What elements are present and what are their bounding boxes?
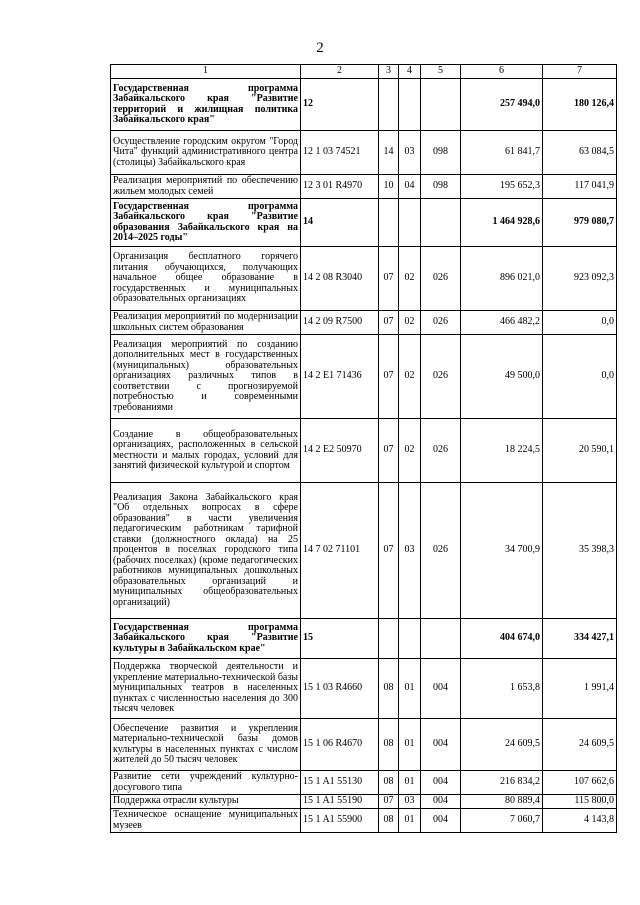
row-subsection-cell: 02 (399, 335, 421, 419)
column-header-7: 7 (543, 65, 617, 79)
table-row (111, 483, 617, 619)
row-expense-type-cell: 098 (421, 175, 461, 199)
row-code-cell: 15 1 A1 55900 (301, 809, 379, 833)
row-amount-col7-cell: 20 590,1 (543, 419, 617, 483)
row-code-cell: 15 1 A1 55190 (301, 795, 379, 809)
row-name-cell: Реализация Закона Забайкальского края "Об отдельных вопросах в сфере образования" в части увеличения педагогическим работникам тарифной ставки (должностного оклада) на 25 процентов в поселках городского типа (рабочих поселках) (кроме педагогических работников муниципальных дошкольных образовательных организаций и муниципальных общеобразовательных организаций) (111, 483, 301, 619)
row-amount-col7-cell: 0,0 (543, 335, 617, 419)
row-section-cell: 08 (379, 809, 399, 833)
table-row (111, 795, 617, 809)
row-amount-col6-cell: 466 482,2 (461, 311, 543, 335)
row-section-cell: 08 (379, 771, 399, 795)
row-amount-col6-cell: 1 464 928,6 (461, 199, 543, 247)
row-amount-col7-cell: 24 609,5 (543, 719, 617, 771)
row-subsection-cell: 01 (399, 809, 421, 833)
row-amount-col7-cell: 115 800,0 (543, 795, 617, 809)
row-code-cell: 14 7 02 71101 (301, 483, 379, 619)
row-amount-col6-cell: 34 700,9 (461, 483, 543, 619)
row-section-cell (379, 619, 399, 659)
column-header-6: 6 (461, 65, 543, 79)
row-amount-col7-cell: 4 143,8 (543, 809, 617, 833)
row-amount-col6-cell: 404 674,0 (461, 619, 543, 659)
page-number: 2 (316, 40, 324, 56)
row-name-cell: Государственная программа Забайкальского края "Развитие территорий и жилищная политика Забайкальского края" (111, 79, 301, 131)
row-expense-type-cell: 004 (421, 659, 461, 719)
row-subsection-cell: 02 (399, 311, 421, 335)
row-expense-type-cell (421, 619, 461, 659)
row-amount-col6-cell: 61 841,7 (461, 131, 543, 175)
table-row (111, 131, 617, 175)
row-expense-type-cell: 026 (421, 483, 461, 619)
column-header-2: 2 (301, 65, 379, 79)
row-code-cell: 12 (301, 79, 379, 131)
row-amount-col6-cell: 896 021,0 (461, 247, 543, 311)
row-section-cell: 08 (379, 659, 399, 719)
row-amount-col7-cell: 1 991,4 (543, 659, 617, 719)
row-expense-type-cell: 026 (421, 311, 461, 335)
row-amount-col6-cell: 1 653,8 (461, 659, 543, 719)
row-expense-type-cell: 004 (421, 771, 461, 795)
row-amount-col6-cell: 257 494,0 (461, 79, 543, 131)
row-name-cell: Государственная программа Забайкальского края "Развитие образования Забайкальского края на 2014–2025 годы" (111, 199, 301, 247)
row-subsection-cell: 01 (399, 659, 421, 719)
table-row (111, 809, 617, 833)
row-amount-col6-cell: 80 889,4 (461, 795, 543, 809)
row-code-cell: 15 1 A1 55130 (301, 771, 379, 795)
row-name-cell: Техническое оснащение муниципальных музеев (111, 809, 301, 833)
row-expense-type-cell (421, 199, 461, 247)
row-section-cell: 07 (379, 335, 399, 419)
row-amount-col6-cell: 24 609,5 (461, 719, 543, 771)
table-row (111, 199, 617, 247)
row-section-cell (379, 79, 399, 131)
row-amount-col7-cell: 35 398,3 (543, 483, 617, 619)
row-code-cell: 14 2 E1 71436 (301, 335, 379, 419)
table-row (111, 247, 617, 311)
row-subsection-cell: 03 (399, 483, 421, 619)
row-subsection-cell: 01 (399, 719, 421, 771)
row-code-cell: 14 2 E2 50970 (301, 419, 379, 483)
row-section-cell: 10 (379, 175, 399, 199)
row-section-cell: 14 (379, 131, 399, 175)
row-expense-type-cell: 026 (421, 335, 461, 419)
row-name-cell: Создание в общеобразовательных организациях, расположенных в сельской местности и малых городах, условий для занятий физической культурой и спортом (111, 419, 301, 483)
table-row (111, 771, 617, 795)
row-amount-col7-cell: 107 662,6 (543, 771, 617, 795)
row-expense-type-cell: 098 (421, 131, 461, 175)
row-code-cell: 14 2 09 R7500 (301, 311, 379, 335)
row-section-cell: 07 (379, 483, 399, 619)
table-row (111, 175, 617, 199)
table-row (111, 311, 617, 335)
row-amount-col7-cell: 923 092,3 (543, 247, 617, 311)
row-expense-type-cell: 026 (421, 247, 461, 311)
row-subsection-cell: 02 (399, 419, 421, 483)
row-amount-col6-cell: 7 060,7 (461, 809, 543, 833)
table-row (111, 335, 617, 419)
row-amount-col7-cell: 334 427,1 (543, 619, 617, 659)
row-name-cell: Поддержка творческой деятельности и укрепление материально-технической базы муниципальных театров в населенных пунктах с численностью населения до 300 тысяч человек (111, 659, 301, 719)
row-section-cell (379, 199, 399, 247)
row-subsection-cell: 03 (399, 795, 421, 809)
row-name-cell: Реализация мероприятий по модернизации школьных систем образования (111, 311, 301, 335)
row-name-cell: Государственная программа Забайкальского края "Развитие культуры в Забайкальском крае" (111, 619, 301, 659)
table-row (111, 619, 617, 659)
row-subsection-cell (399, 79, 421, 131)
row-section-cell: 07 (379, 247, 399, 311)
row-code-cell: 12 1 03 74521 (301, 131, 379, 175)
row-expense-type-cell (421, 79, 461, 131)
row-amount-col6-cell: 195 652,3 (461, 175, 543, 199)
row-amount-col7-cell: 117 041,9 (543, 175, 617, 199)
row-section-cell: 07 (379, 419, 399, 483)
row-section-cell: 07 (379, 795, 399, 809)
row-name-cell: Организация бесплатного горячего питания обучающихся, получающих начальное общее образование в государственных и муниципальных образовательных организациях (111, 247, 301, 311)
row-name-cell: Реализация мероприятий по созданию дополнительных мест в государственных (муниципальных) образовательных организациях различных типов в соответствии с прогнозируемой потребностью и современными требованиями (111, 335, 301, 419)
row-code-cell: 15 (301, 619, 379, 659)
budget-table (110, 64, 617, 833)
column-header-5: 5 (421, 65, 461, 79)
row-subsection-cell (399, 199, 421, 247)
row-expense-type-cell: 004 (421, 809, 461, 833)
table-row (111, 79, 617, 131)
table-body (111, 79, 617, 833)
row-name-cell: Обеспечение развития и укрепления материально-технической базы домов культуры в населенных пунктах с числом жителей до 50 тысяч человек (111, 719, 301, 771)
row-code-cell: 12 3 01 R4970 (301, 175, 379, 199)
row-amount-col6-cell: 216 834,2 (461, 771, 543, 795)
row-subsection-cell: 01 (399, 771, 421, 795)
row-amount-col7-cell: 979 080,7 (543, 199, 617, 247)
row-expense-type-cell: 026 (421, 419, 461, 483)
row-subsection-cell: 03 (399, 131, 421, 175)
row-section-cell: 07 (379, 311, 399, 335)
row-code-cell: 15 1 06 R4670 (301, 719, 379, 771)
row-amount-col7-cell: 0,0 (543, 311, 617, 335)
row-expense-type-cell: 004 (421, 719, 461, 771)
row-name-cell: Реализация мероприятий по обеспечению жильем молодых семей (111, 175, 301, 199)
row-code-cell: 15 1 03 R4660 (301, 659, 379, 719)
row-code-cell: 14 (301, 199, 379, 247)
table-header-row (111, 65, 617, 79)
row-section-cell: 08 (379, 719, 399, 771)
row-amount-col7-cell: 63 084,5 (543, 131, 617, 175)
row-subsection-cell: 02 (399, 247, 421, 311)
column-header-4: 4 (399, 65, 421, 79)
row-subsection-cell (399, 619, 421, 659)
row-name-cell: Осуществление городским округом "Город Чита" функций административного центра (столицы) Забайкальского края (111, 131, 301, 175)
table-row (111, 719, 617, 771)
row-code-cell: 14 2 08 R3040 (301, 247, 379, 311)
column-header-3: 3 (379, 65, 399, 79)
row-amount-col6-cell: 49 500,0 (461, 335, 543, 419)
row-name-cell: Поддержка отрасли культуры (111, 795, 301, 809)
row-subsection-cell: 04 (399, 175, 421, 199)
row-expense-type-cell: 004 (421, 795, 461, 809)
table-row (111, 659, 617, 719)
row-name-cell: Развитие сети учреждений культурно-досугового типа (111, 771, 301, 795)
row-amount-col6-cell: 18 224,5 (461, 419, 543, 483)
table-row (111, 419, 617, 483)
row-amount-col7-cell: 180 126,4 (543, 79, 617, 131)
column-header-1: 1 (111, 65, 301, 79)
